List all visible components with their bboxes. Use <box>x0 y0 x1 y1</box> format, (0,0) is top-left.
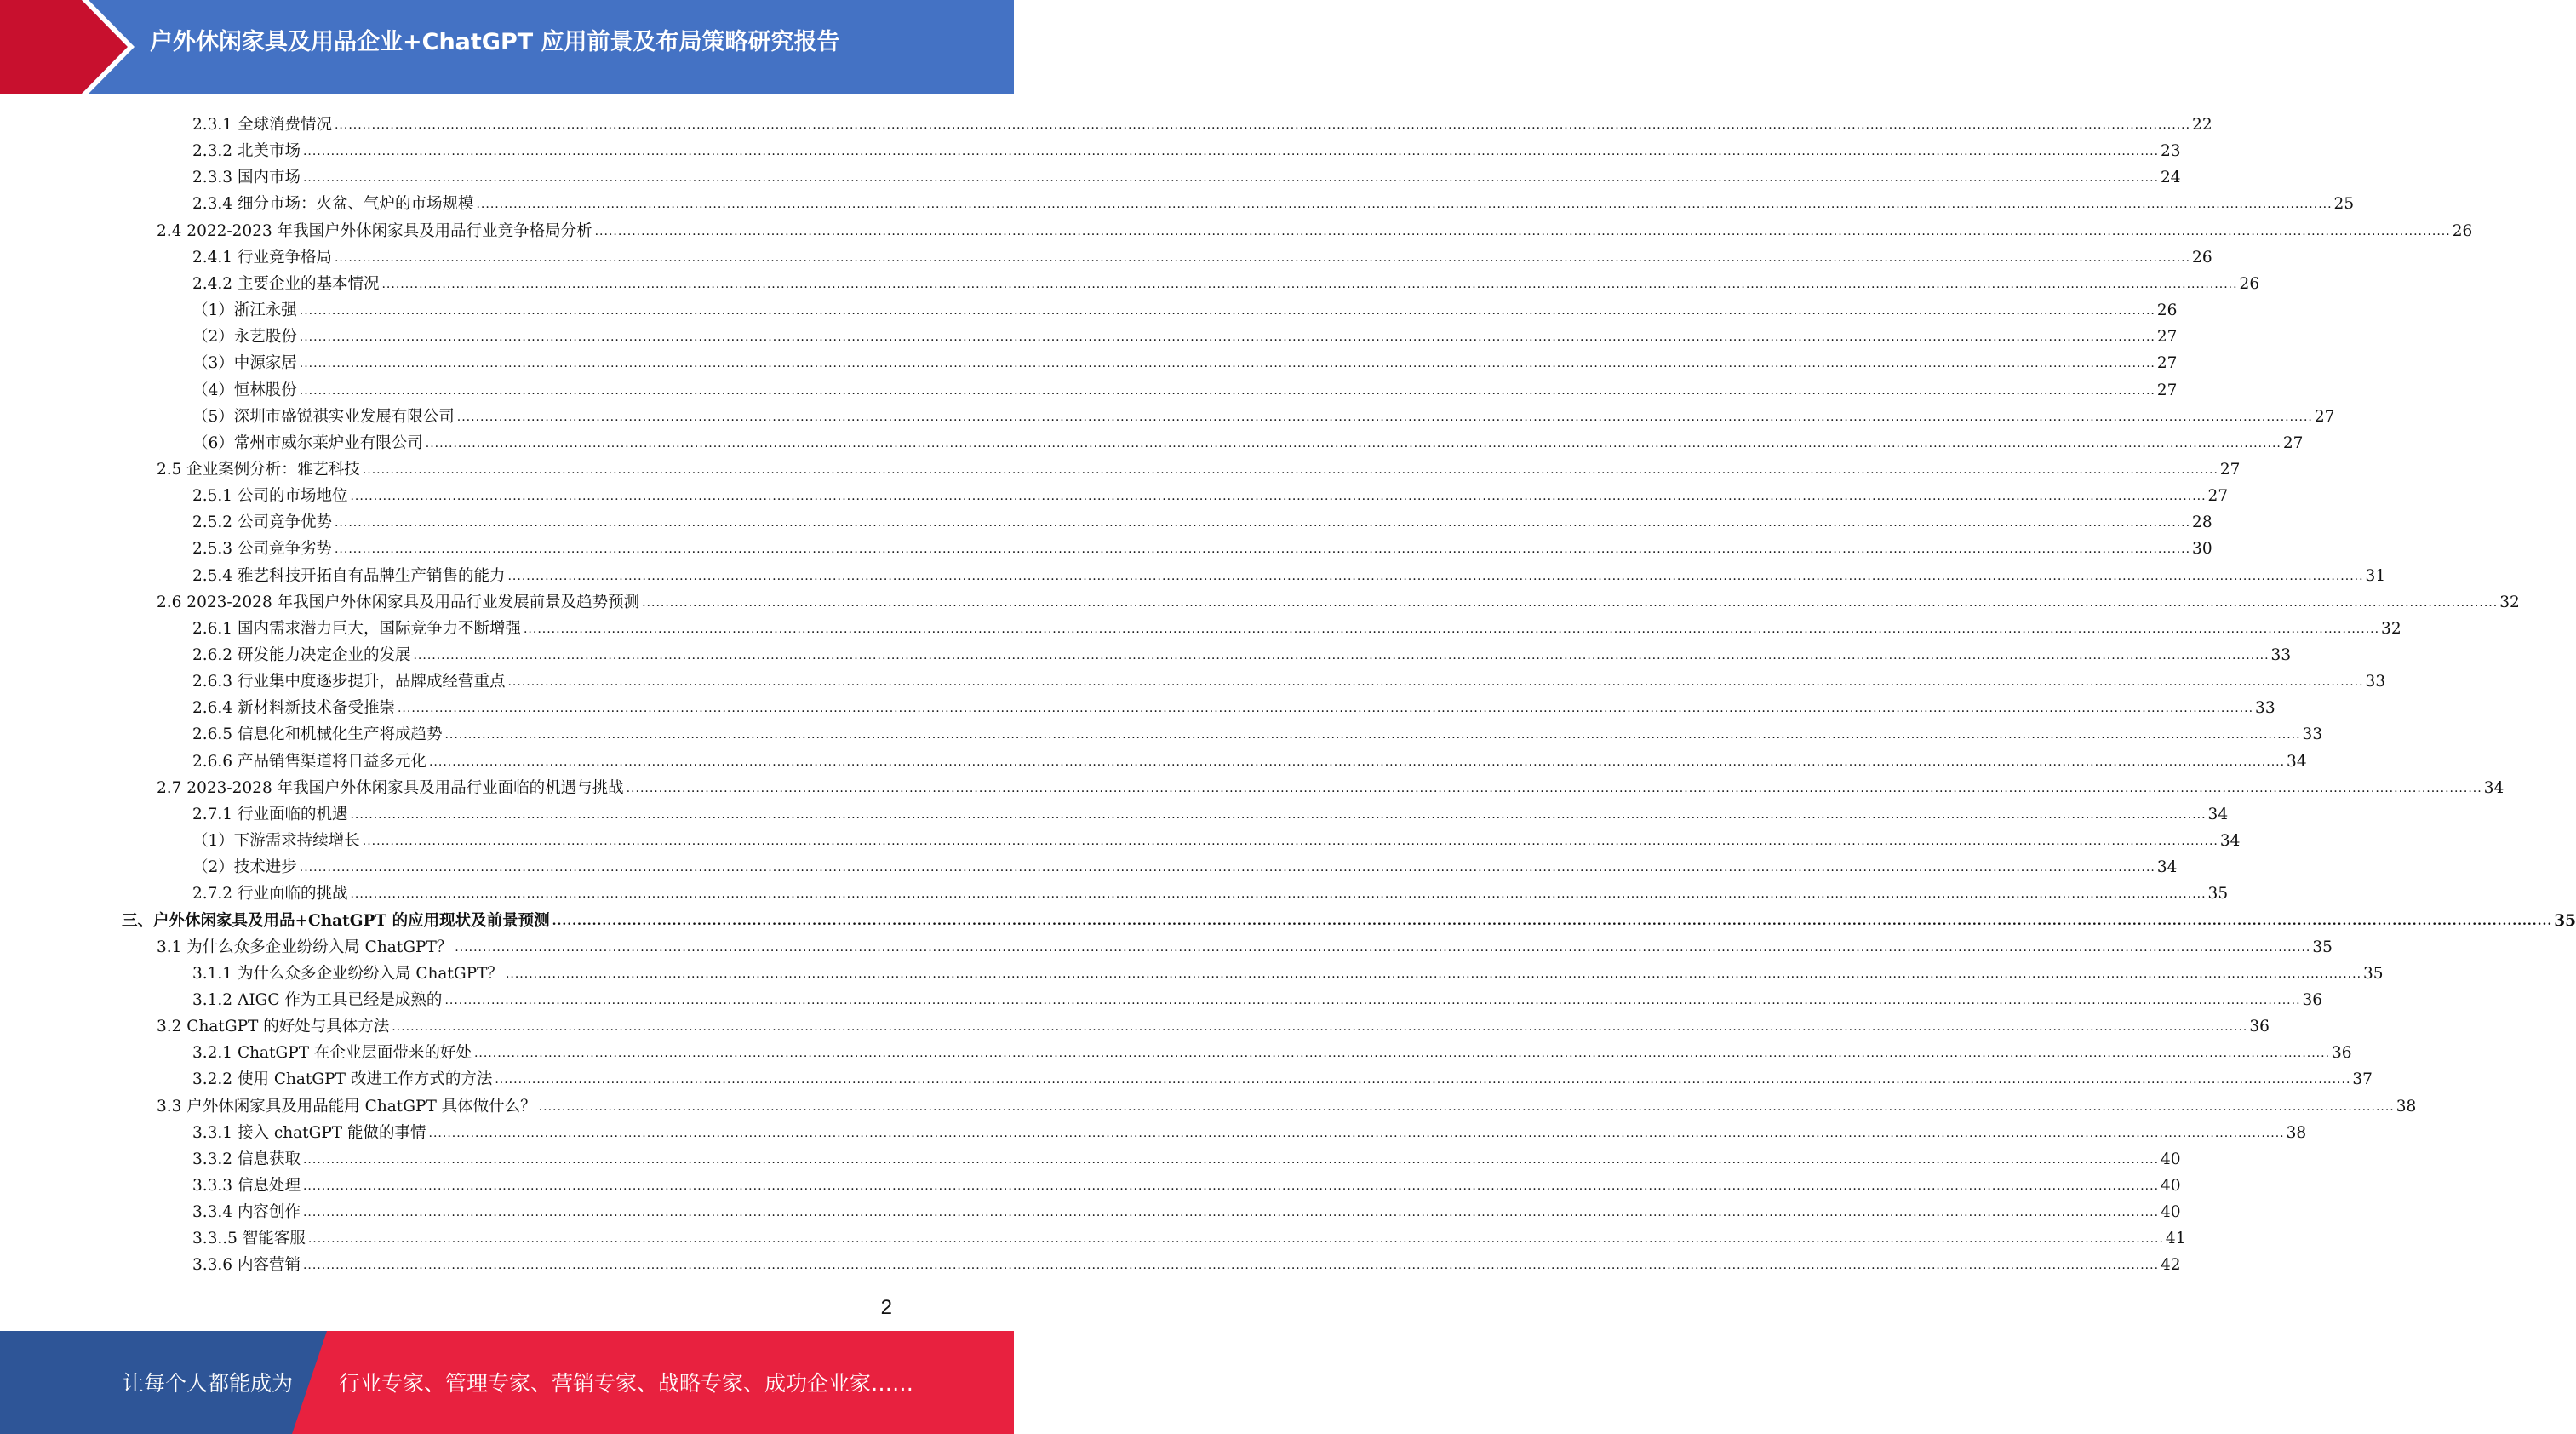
footer-slogan-left: 让每个人都能成为 <box>123 1371 294 1396</box>
toc-entry-page: 28 <box>2192 513 2212 531</box>
toc-entry[interactable] <box>192 135 2181 161</box>
toc-leader-dots: ................................................................................................................................................................................................................................................................................................................................................................................................................ <box>507 570 2364 583</box>
toc-entry-page: 35 <box>2554 912 2576 930</box>
toc-entry-label: 2.6.6 产品销售渠道将日益多元化 <box>192 753 426 771</box>
toc-entry[interactable] <box>192 347 2178 373</box>
toc-entry-label: （3）中源家居 <box>192 354 297 372</box>
toc-entry[interactable] <box>192 187 2355 214</box>
toc-entry[interactable] <box>157 1090 2417 1116</box>
report-title: 户外休闲家具及用品企业+ChatGPT 应用前景及布局策略研究报告 <box>150 29 840 55</box>
toc-entry[interactable] <box>122 904 2576 931</box>
toc-entry-page: 30 <box>2192 540 2212 558</box>
toc-entry-label: 2.6.2 研发能力决定企业的发展 <box>192 646 411 664</box>
toc-entry-label: 3.2.2 使用 ChatGPT 改进工作方式的方法 <box>192 1070 493 1088</box>
toc-entry-label: （4）恒林股份 <box>192 381 297 399</box>
toc-entry-label: 2.6.1 国内需求潜力巨大，国际竞争力不断增强 <box>192 620 521 638</box>
toc-leader-dots: ................................................................................................................................................................................................................................................................................................................................................................................................................ <box>299 357 2155 370</box>
toc-entry-label: 3.1.2 AIGC 作为工具已经是成熟的 <box>192 991 443 1009</box>
toc-leader-dots: ................................................................................................................................................................................................................................................................................................................................................................................................................ <box>299 304 2155 318</box>
toc-entry-label: 2.3.3 国内市场 <box>192 169 301 186</box>
toc-entry[interactable] <box>192 957 2384 984</box>
toc-entry[interactable] <box>192 267 2260 294</box>
toc-entry-page: 35 <box>2312 938 2333 956</box>
toc-entry[interactable] <box>192 639 2292 665</box>
toc-leader-dots: ................................................................................................................................................................................................................................................................................................................................................................................................................ <box>444 994 2301 1007</box>
toc-leader-dots: ................................................................................................................................................................................................................................................................................................................................................................................................................ <box>302 1153 2160 1167</box>
toc-entry-page: 41 <box>2165 1230 2186 1248</box>
toc-entry[interactable] <box>192 400 2335 427</box>
toc-entry-label: 2.4.2 主要企业的基本情况 <box>192 275 380 293</box>
toc-entry[interactable] <box>157 931 2333 957</box>
toc-entry-label: 2.4.1 行业竞争格局 <box>192 249 332 267</box>
toc-entry[interactable] <box>192 1248 2181 1275</box>
toc-entry[interactable] <box>192 984 2323 1010</box>
toc-entry-label: 3.1 为什么众多企业纷纷入局 ChatGPT？ <box>157 938 453 956</box>
toc-leader-dots: ................................................................................................................................................................................................................................................................................................................................................................................................................ <box>476 198 2333 211</box>
toc-entry[interactable] <box>192 745 2307 771</box>
toc-entry-page: 38 <box>2286 1124 2307 1142</box>
toc-entry-page: 40 <box>2161 1150 2181 1168</box>
toc-entry-page: 33 <box>2302 726 2323 743</box>
toc-entry[interactable] <box>192 1036 2352 1063</box>
toc-entry-label: 3.3.4 内容创作 <box>192 1203 301 1221</box>
toc-entry-page: 26 <box>2192 249 2212 267</box>
toc-entry-label: 三、户外休闲家具及用品+ChatGPT 的应用现状及前景预测 <box>122 912 550 930</box>
toc-leader-dots: ................................................................................................................................................................................................................................................................................................................................................................................................................ <box>392 1020 2248 1034</box>
toc-entry-page: 32 <box>2381 620 2401 638</box>
toc-entry-label: 2.3.2 北美市场 <box>192 142 301 160</box>
toc-entry[interactable] <box>192 1143 2181 1169</box>
toc-entry-label: 2.6.3 行业集中度逐步提升，品牌成经营重点 <box>192 673 506 691</box>
toc-leader-dots: ................................................................................................................................................................................................................................................................................................................................................................................................................ <box>334 516 2191 530</box>
toc-entry-page: 35 <box>2363 965 2384 983</box>
toc-leader-dots: ................................................................................................................................................................................................................................................................................................................................................................................................................ <box>552 915 2553 928</box>
report-header <box>0 0 1014 94</box>
toc-leader-dots: ................................................................................................................................................................................................................................................................................................................................................................................................................ <box>350 808 2207 822</box>
toc-entry-page: 36 <box>2249 1018 2270 1035</box>
toc-leader-dots: ................................................................................................................................................................................................................................................................................................................................................................................................................ <box>302 145 2160 158</box>
toc-entry-page: 27 <box>2156 381 2178 399</box>
toc-entry-label: 2.6 2023-2028 年我国户外休闲家具及用品行业发展前景及趋势预测 <box>157 594 640 611</box>
toc-leader-dots: ................................................................................................................................................................................................................................................................................................................................................................................................................ <box>456 410 2313 424</box>
toc-entry-label: 2.5.1 公司的市场地位 <box>192 487 348 505</box>
toc-entry-page: 26 <box>2452 222 2473 240</box>
toc-leader-dots: ................................................................................................................................................................................................................................................................................................................................................................................................................ <box>302 1179 2160 1193</box>
toc-leader-dots: ................................................................................................................................................................................................................................................................................................................................................................................................................ <box>523 622 2380 636</box>
toc-entry[interactable] <box>157 771 2504 798</box>
toc-leader-dots: ................................................................................................................................................................................................................................................................................................................................................................................................................ <box>413 649 2270 663</box>
page-number: 2 <box>880 1296 892 1319</box>
toc-entry-label: （5）深圳市盛锐祺实业发展有限公司 <box>192 408 455 426</box>
toc-leader-dots: ................................................................................................................................................................................................................................................................................................................................................................................................................ <box>495 1073 2351 1087</box>
toc-entry[interactable] <box>192 1063 2373 1089</box>
toc-entry[interactable] <box>192 241 2212 267</box>
toc-entry-label: （2）永艺股份 <box>192 328 297 346</box>
footer-slogan-right: 行业专家、管理专家、营销专家、战略专家、成功企业家…… <box>339 1371 914 1396</box>
toc-entry-page: 27 <box>2156 354 2178 372</box>
toc-leader-dots: ................................................................................................................................................................................................................................................................................................................................................................................................................ <box>444 728 2301 742</box>
toc-entry-label: 3.3.3 信息处理 <box>192 1177 301 1195</box>
toc-leader-dots: ................................................................................................................................................................................................................................................................................................................................................................................................................ <box>299 384 2155 398</box>
toc-entry-label: 2.5.3 公司竞争劣势 <box>192 540 332 558</box>
toc-entry-page: 27 <box>2219 461 2241 479</box>
toc-entry-label: 2.6.4 新材料新技术备受推崇 <box>192 699 395 717</box>
toc-entry-label: 3.3..5 智能客服 <box>192 1230 306 1248</box>
toc-leader-dots: ................................................................................................................................................................................................................................................................................................................................................................................................................ <box>626 782 2482 795</box>
toc-leader-dots: ................................................................................................................................................................................................................................................................................................................................................................................................................ <box>362 835 2218 848</box>
toc-entry[interactable] <box>192 427 2304 453</box>
toc-entry-page: 34 <box>2287 753 2307 771</box>
toc-entry-page: 27 <box>2282 434 2304 452</box>
toc-entry-page: 22 <box>2192 116 2212 134</box>
toc-entry[interactable] <box>192 506 2212 532</box>
toc-entry-page: 27 <box>2314 408 2335 426</box>
toc-entry-page: 32 <box>2499 594 2520 611</box>
toc-entry-page: 38 <box>2396 1098 2417 1116</box>
toc-entry-page: 23 <box>2161 142 2181 160</box>
toc-leader-dots: ................................................................................................................................................................................................................................................................................................................................................................................................................ <box>397 702 2254 715</box>
toc-entry[interactable] <box>192 612 2401 639</box>
toc-leader-dots: ................................................................................................................................................................................................................................................................................................................................................................................................................ <box>538 1100 2395 1114</box>
toc-leader-dots: ................................................................................................................................................................................................................................................................................................................................................................................................................ <box>302 1206 2160 1219</box>
toc-entry-page: 34 <box>2156 858 2178 876</box>
toc-entry-label: 2.4 2022-2023 年我国户外休闲家具及用品行业竞争格局分析 <box>157 222 592 240</box>
toc-entry-page: 31 <box>2365 567 2386 585</box>
toc-entry[interactable] <box>192 691 2275 718</box>
toc-leader-dots: ................................................................................................................................................................................................................................................................................................................................................................................................................ <box>350 490 2207 503</box>
toc-entry-page: 25 <box>2333 195 2355 213</box>
toc-entry[interactable] <box>192 665 2386 691</box>
toc-entry[interactable] <box>192 798 2229 824</box>
toc-leader-dots: ................................................................................................................................................................................................................................................................................................................................................................................................................ <box>299 330 2155 344</box>
toc-entry-page: 40 <box>2161 1203 2181 1221</box>
toc-leader-dots: ................................................................................................................................................................................................................................................................................................................................................................................................................ <box>425 437 2281 450</box>
toc-leader-dots: ................................................................................................................................................................................................................................................................................................................................................................................................................ <box>362 463 2218 477</box>
toc-entry-page: 34 <box>2219 832 2241 850</box>
toc-leader-dots: ................................................................................................................................................................................................................................................................................................................................................................................................................ <box>505 967 2362 981</box>
toc-leader-dots: ................................................................................................................................................................................................................................................................................................................................................................................................................ <box>334 118 2191 132</box>
toc-entry[interactable] <box>192 851 2178 877</box>
toc-entry-label: 3.3 户外休闲家具及用品能用 ChatGPT 具体做什么？ <box>157 1098 536 1116</box>
toc-entry-page: 27 <box>2156 328 2178 346</box>
toc-leader-dots: ................................................................................................................................................................................................................................................................................................................................................................................................................ <box>428 1127 2285 1140</box>
toc-entry[interactable] <box>192 1196 2181 1222</box>
toc-entry[interactable] <box>192 532 2212 559</box>
toc-leader-dots: ................................................................................................................................................................................................................................................................................................................................................................................................................ <box>307 1232 2164 1246</box>
toc-entry[interactable] <box>192 1222 2186 1248</box>
toc-leader-dots: ................................................................................................................................................................................................................................................................................................................................................................................................................ <box>299 861 2155 875</box>
toc-entry-label: 2.6.5 信息化和机械化生产将成趋势 <box>192 726 443 743</box>
toc-entry-label: 2.7.2 行业面临的挑战 <box>192 885 348 903</box>
toc-entry-label: 2.3.1 全球消费情况 <box>192 116 332 134</box>
toc-entry-label: 2.7.1 行业面临的机遇 <box>192 806 348 823</box>
toc-entry-label: 3.3.2 信息获取 <box>192 1150 301 1168</box>
page-footer <box>0 1331 1014 1434</box>
toc-leader-dots: ................................................................................................................................................................................................................................................................................................................................................................................................................ <box>302 171 2160 185</box>
toc-entry-page: 42 <box>2161 1256 2181 1274</box>
toc-leader-dots: ................................................................................................................................................................................................................................................................................................................................................................................................................ <box>334 251 2191 265</box>
toc-leader-dots: ................................................................................................................................................................................................................................................................................................................................................................................................................ <box>428 755 2286 769</box>
toc-entry-label: 2.3.4 细分市场：火盆、气炉的市场规模 <box>192 195 474 213</box>
toc-entry-label: （6）常州市威尔莱炉业有限公司 <box>192 434 423 452</box>
toc-leader-dots: ................................................................................................................................................................................................................................................................................................................................................................................................................ <box>381 278 2238 291</box>
toc-entry-label: （2）技术进步 <box>192 858 297 876</box>
toc-leader-dots: ................................................................................................................................................................................................................................................................................................................................................................................................................ <box>473 1047 2331 1060</box>
toc-entry-label: （1）浙江永强 <box>192 301 297 319</box>
toc-entry-label: 3.1.1 为什么众多企业纷纷入局 ChatGPT？ <box>192 965 503 983</box>
toc-entry-label: 3.2.1 ChatGPT 在企业层面带来的好处 <box>192 1044 472 1062</box>
toc-entry[interactable] <box>157 586 2520 612</box>
toc-entry[interactable] <box>157 453 2241 479</box>
toc-entry-page: 26 <box>2239 275 2260 293</box>
toc-entry-page: 40 <box>2161 1177 2181 1195</box>
toc-entry-page: 36 <box>2332 1044 2352 1062</box>
toc-entry[interactable] <box>192 824 2241 851</box>
toc-entry-page: 33 <box>2365 673 2386 691</box>
toc-entry-page: 26 <box>2156 301 2178 319</box>
toc-leader-dots: ................................................................................................................................................................................................................................................................................................................................................................................................................ <box>455 941 2311 955</box>
toc-entry[interactable] <box>157 1010 2270 1036</box>
toc-entry-label: 2.5.4 雅艺科技开拓自有品牌生产销售的能力 <box>192 567 506 585</box>
header-red-arrow <box>0 0 136 94</box>
toc-entry-page: 33 <box>2255 699 2275 717</box>
toc-entry-page: 24 <box>2161 169 2181 186</box>
toc-entry-page: 34 <box>2207 806 2229 823</box>
toc-entry-label: 3.3.1 接入 chatGPT 能做的事情 <box>192 1124 426 1142</box>
toc-entry-label: 2.5 企业案例分析：雅艺科技 <box>157 461 360 479</box>
toc-entry[interactable] <box>192 877 2229 903</box>
toc-leader-dots: ................................................................................................................................................................................................................................................................................................................................................................................................................ <box>642 596 2499 610</box>
toc-leader-dots: ................................................................................................................................................................................................................................................................................................................................................................................................................ <box>507 675 2364 689</box>
toc-entry-page: 34 <box>2483 779 2504 797</box>
toc-entry-label: 3.3.6 内容营销 <box>192 1256 301 1274</box>
toc-entry[interactable] <box>157 215 2473 241</box>
toc-leader-dots: ................................................................................................................................................................................................................................................................................................................................................................................................................ <box>334 542 2191 556</box>
toc-entry-page: 35 <box>2207 885 2229 903</box>
toc-entry-page: 37 <box>2352 1070 2373 1088</box>
toc-entry-page: 27 <box>2207 487 2229 505</box>
toc-entry-label: 2.5.2 公司竞争优势 <box>192 513 332 531</box>
toc-entry[interactable] <box>192 1116 2307 1143</box>
toc-entry-page: 36 <box>2302 991 2323 1009</box>
toc-leader-dots: ................................................................................................................................................................................................................................................................................................................................................................................................................ <box>302 1259 2160 1272</box>
toc-entry-label: 3.2 ChatGPT 的好处与具体方法 <box>157 1018 390 1035</box>
toc-entry-page: 33 <box>2270 646 2292 664</box>
toc-entry[interactable] <box>192 161 2181 187</box>
toc-leader-dots: ................................................................................................................................................................................................................................................................................................................................................................................................................ <box>594 225 2451 238</box>
toc-entry[interactable] <box>192 479 2229 506</box>
toc-leader-dots: ................................................................................................................................................................................................................................................................................................................................................................................................................ <box>350 887 2207 901</box>
toc-entry[interactable] <box>192 108 2212 135</box>
toc-entry[interactable] <box>192 718 2323 744</box>
toc-entry-label: 2.7 2023-2028 年我国户外休闲家具及用品行业面临的机遇与挑战 <box>157 779 624 797</box>
toc-entry[interactable] <box>192 374 2178 400</box>
toc-entry[interactable] <box>192 559 2386 586</box>
toc-entry[interactable] <box>192 294 2178 320</box>
toc-entry-label: （1）下游需求持续增长 <box>192 832 360 850</box>
toc-entry[interactable] <box>192 320 2178 347</box>
toc-entry[interactable] <box>192 1169 2181 1196</box>
